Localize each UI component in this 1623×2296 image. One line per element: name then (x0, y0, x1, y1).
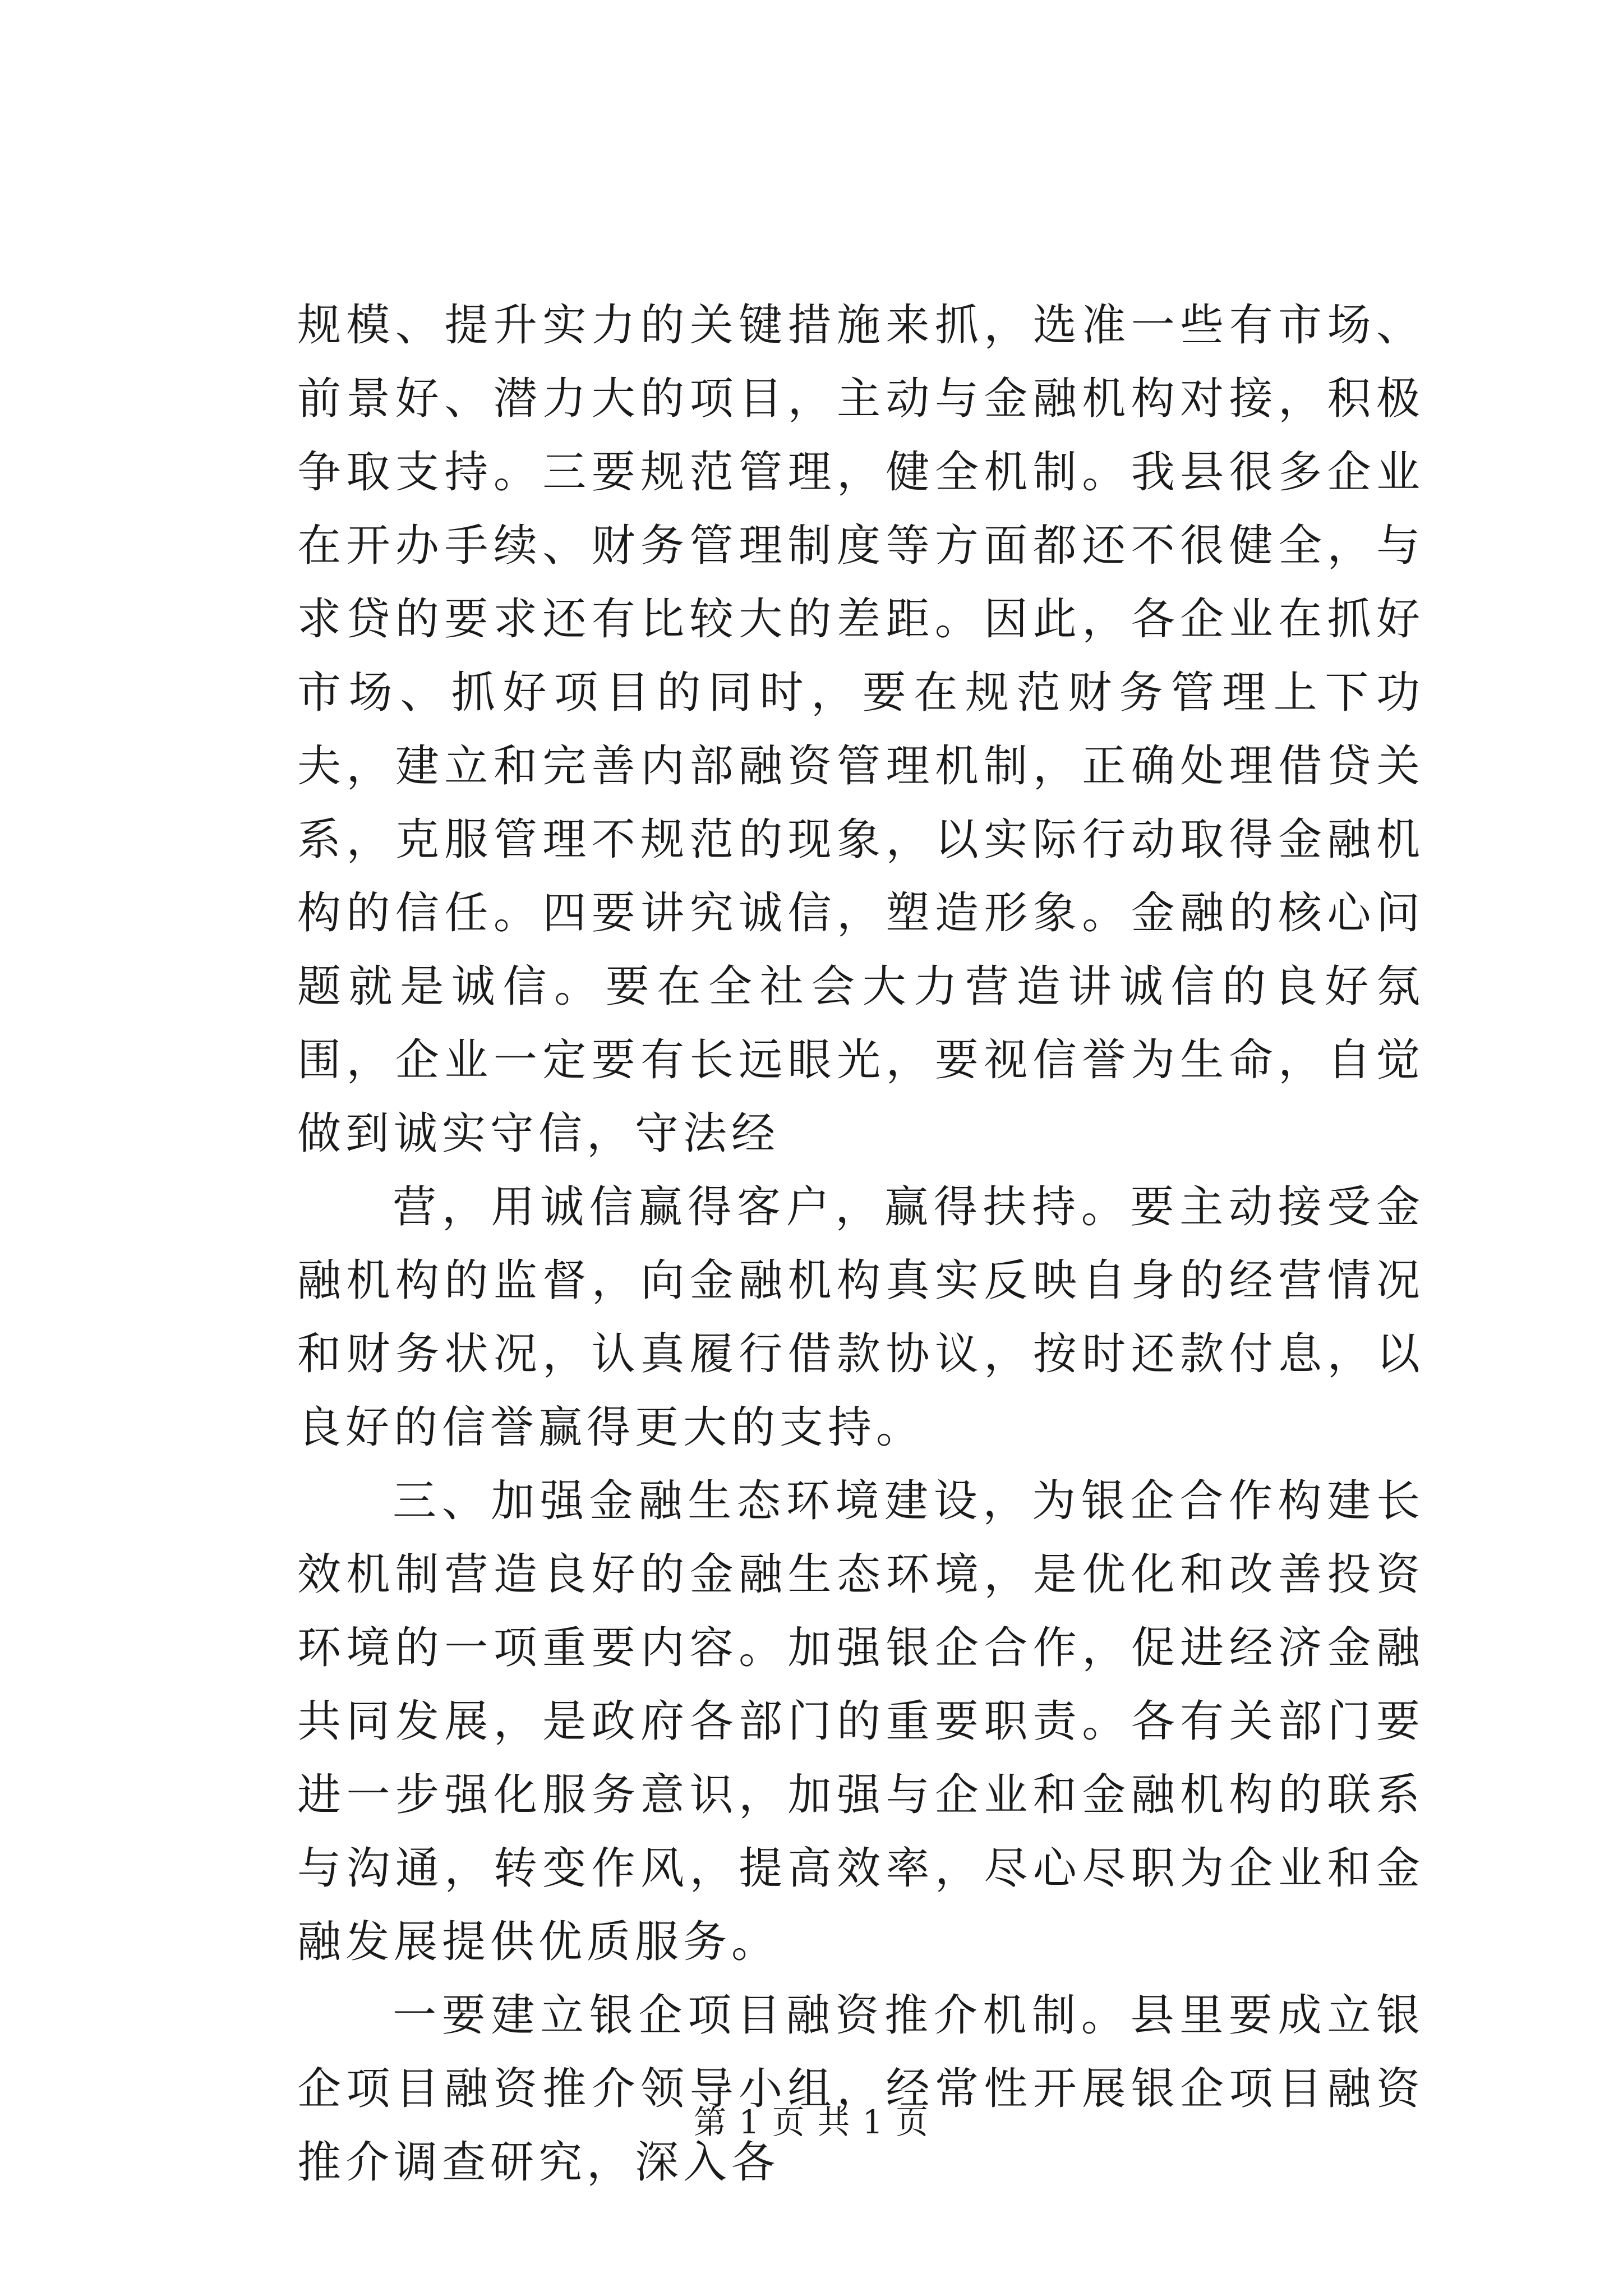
paragraph-4: 一要建立银企项目融资推介机制。县里要成立银企项目融资推介领导小组，经常性开展银企项目融资推介调查研究，深入各 (297, 1990, 1424, 2188)
paragraph-2: 营，用诚信赢得客户，赢得扶持。要主动接受金融机构的监督，向金融机构真实反映自身的经营情况和财务状况，认真履行借款协议，按时还款付息，以良好的信誉赢得更大的支持。 (297, 1182, 1424, 1453)
page-number-footer: 第 1 页 共 1 页 (694, 2103, 929, 2141)
paragraph-1: 规模、提升实力的关键措施来抓，选准一些有市场、前景好、潜力大的项目，主动与金融机构对接，积极争取支持。三要规范管理，健全机制。我县很多企业在开办手续、财务管理制度等方面都还不很健全，与求贷的要求还有比较大的差距。因此，各企业在抓好市场、抓好项目的同时，要在规范财务管理上下功夫，建立和完善内部融资管理机制，正确处理借贷关系，克服管理不规范的现象，以实际行动取得金融机构的信任。四要讲究诚信，塑造形象。金融的核心问题就是诚信。要在全社会大力营造讲诚信的良好氛围，企业一定要有长远眼光，要视信誉为生命，自觉做到诚实守信，守法经 (297, 300, 1424, 1159)
paragraph-3: 三、加强金融生态环境建设，为银企合作构建长效机制营造良好的金融生态环境，是优化和改善投资环境的一项重要内容。加强银企合作，促进经济金融共同发展，是政府各部门的重要职责。各有关部门要进一步强化服务意识，加强与企业和金融机构的联系与沟通，转变作风，提高效率，尽心尽职为企业和金融发展提供优质服务。 (297, 1476, 1424, 1967)
document-body (297, 289, 1424, 2200)
